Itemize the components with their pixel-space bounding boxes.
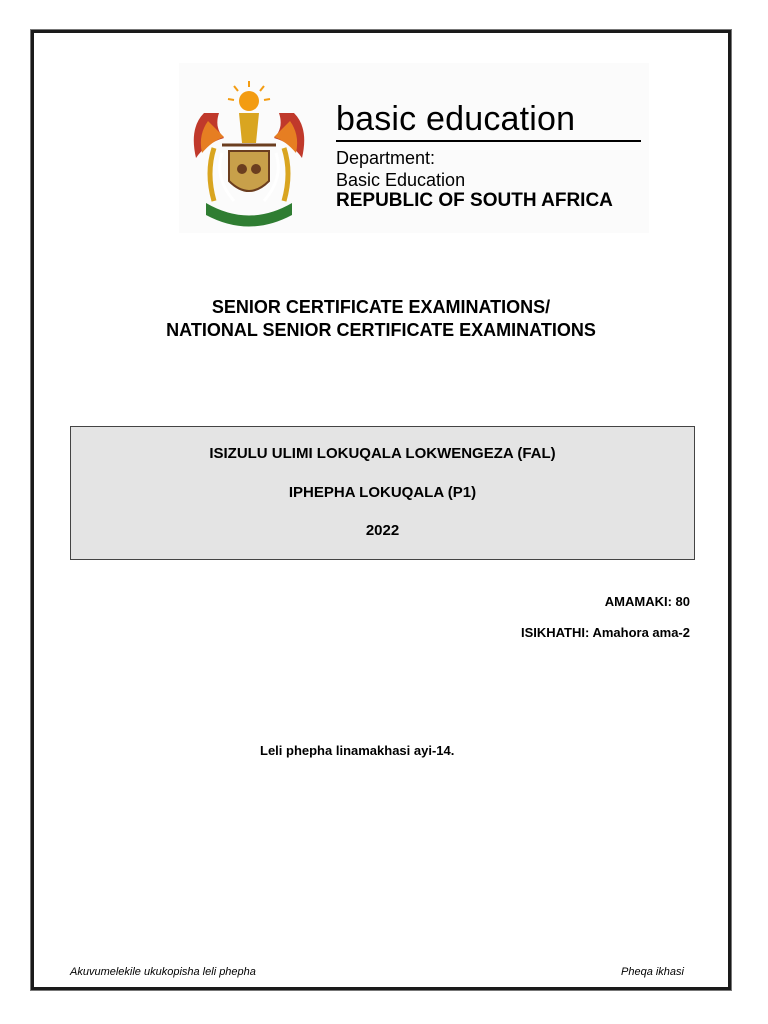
department-label: Department: [336, 148, 436, 168]
time-allowed: ISIKHATHI: Amahora ama-2 [520, 625, 690, 640]
brand-wordmark: basic education [336, 100, 576, 138]
exam-title-line1: SENIOR CERTIFICATE EXAMINATIONS/ [211, 297, 551, 317]
department-logo-block [179, 63, 649, 233]
marks-total: AMAMAKI: 80 [604, 594, 690, 609]
country-name: REPUBLIC OF SOUTH AFRICA [336, 190, 613, 211]
copyright-notice: Akuvumelekile ukukopisha leli phepha [70, 966, 256, 978]
exam-year: 2022 [365, 522, 400, 539]
coat-of-arms-icon [184, 73, 314, 233]
subject-name: ISIZULU ULIMI LOKUQALA LOKWENGEZA (FAL) [209, 445, 556, 462]
paper-number: IPHEPHA LOKUQALA (P1) [288, 484, 477, 501]
exam-title-line2: NATIONAL SENIOR CERTIFICATE EXAMINATIONS [166, 320, 596, 340]
subject-info-box [70, 426, 695, 560]
brand-divider [336, 140, 641, 142]
department-name: Basic Education [336, 170, 466, 190]
exam-cover-page [31, 30, 731, 990]
turn-page-note: Pheqa ikhasi [621, 966, 684, 978]
page-count-note: Leli phepha linamakhasi ayi-14. [260, 743, 455, 758]
